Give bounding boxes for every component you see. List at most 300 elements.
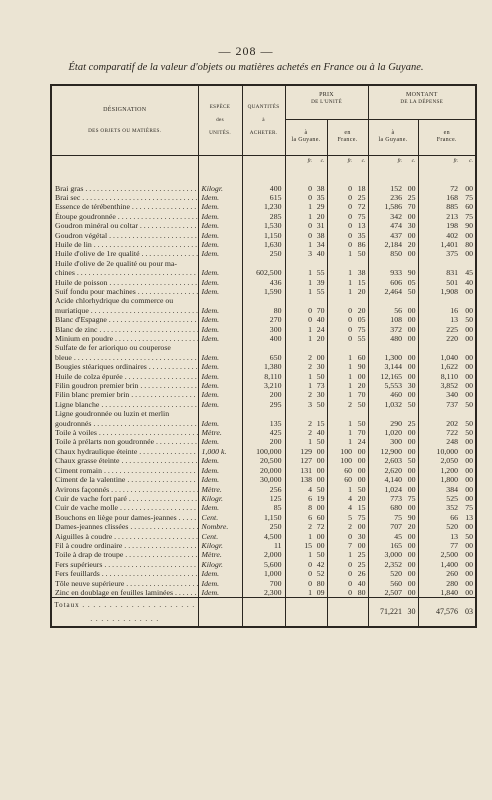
designation-text: Ligne goudronnée ou luzin et merlin [55, 409, 170, 419]
header-montant-label: MONTANT [405, 92, 438, 98]
quantity-cell [242, 259, 285, 268]
designation-text: Toile à voiles [55, 428, 97, 438]
amount-france-c: 00 [465, 540, 473, 550]
designation-text: Acide chlorhydrique du commerce ou [55, 296, 174, 306]
unit-cell [198, 259, 242, 268]
leader-dots [80, 601, 196, 623]
leader-dots [107, 278, 198, 287]
designation-text: bleue [55, 352, 72, 362]
header-espece [198, 85, 242, 155]
unit-cell: Idem. [198, 306, 242, 315]
unit-cell: Idem. [198, 249, 242, 258]
table-row [51, 353, 476, 362]
designation-text: Toile à prélarts non goudronnée [55, 437, 155, 447]
amount-france-fr: 248 [418, 437, 460, 446]
leader-dots [140, 249, 198, 258]
quantity-cell: 85 [242, 503, 285, 512]
table-row [51, 212, 476, 221]
designation-cell [51, 532, 198, 541]
amount-france-c: 00 [465, 587, 473, 597]
quantity-cell: 5,600 [242, 560, 285, 569]
designation-text: Goudron végétal [55, 230, 108, 240]
amount-guyane-fr: 108 [368, 315, 404, 324]
price-france-c: 20 [357, 305, 366, 315]
price-guyane-c: 09 [316, 587, 325, 597]
unit-cell: Idem. [198, 315, 242, 324]
price-guyane-c [314, 343, 327, 352]
price-france-c: 40 [357, 578, 366, 588]
designation-cell [51, 456, 198, 465]
price-guyane-fr: 1 [285, 325, 314, 334]
unit-cell: Idem. [198, 193, 242, 202]
amount-guyane-c: 00 [407, 540, 416, 550]
designation-text: Dames-jeannes clissées [55, 522, 129, 532]
amount-guyane-c: 70 [407, 202, 416, 212]
price-guyane-fr: 2 [285, 419, 314, 428]
header-prix-guyane-label: la Guyane. [291, 137, 321, 143]
amount-france-c [460, 343, 476, 352]
price-france-c: 00 [357, 522, 366, 532]
amount-france-c: 00 [465, 569, 473, 579]
designation-cell [51, 184, 198, 193]
quantity-cell: 8,110 [242, 372, 285, 381]
unit-cell: Mètre. [198, 485, 242, 494]
price-france-c: 90 [357, 362, 366, 372]
amount-guyane-fr: 12,165 [368, 372, 404, 381]
amount-france-c [460, 409, 476, 418]
designation-cell [51, 513, 198, 522]
header-quantites-line2: à [262, 117, 265, 124]
price-guyane-fr: 1 [285, 240, 314, 249]
price-guyane-c: 29 [316, 202, 325, 212]
price-guyane-fr: 6 [285, 494, 314, 503]
header-espece-line1: ESPÈCE [209, 103, 231, 110]
designation-text: Tôle neuve supérieure [55, 578, 125, 588]
amount-france-fr: 831 [418, 268, 460, 277]
price-france-fr: 0 [327, 579, 354, 588]
amount-france-fr: 1,622 [418, 362, 460, 371]
amount-guyane-fr: 300 [368, 437, 404, 446]
designation-cell [51, 372, 198, 381]
designation-cell [51, 240, 198, 249]
price-guyane-fr [285, 409, 314, 418]
designation-cell [51, 287, 198, 296]
amount-guyane-c: 90 [407, 268, 416, 278]
quantity-cell: 1,000 [242, 569, 285, 578]
amount-france-fr: 13 [418, 532, 460, 541]
unit-cell: Idem. [198, 287, 242, 296]
price-guyane-fr: 2 [285, 522, 314, 531]
price-france-fr: 1 [327, 287, 354, 296]
spacer-cell [354, 166, 368, 184]
header-montant [368, 85, 476, 119]
designation-cell [51, 325, 198, 334]
price-france-fr: 2 [327, 522, 354, 531]
amount-france-fr: 220 [418, 334, 460, 343]
amount-guyane-fr: 474 [368, 221, 404, 230]
amount-guyane-fr: 1,020 [368, 428, 404, 437]
unit-c: c. [320, 157, 325, 164]
leader-dots [99, 400, 198, 409]
designation-text: Suif fondu pour machines [55, 286, 136, 296]
price-guyane-c: 60 [316, 512, 325, 522]
price-guyane-c: 50 [316, 550, 325, 560]
leader-dots [100, 569, 198, 578]
unit-cell: Idem. [198, 466, 242, 475]
totals-blank [242, 598, 285, 628]
amount-guyane-c: 00 [407, 324, 416, 334]
amount-france-fr: 1,200 [418, 466, 460, 475]
price-france-fr: 100 [327, 456, 354, 465]
designation-text: Huile de colza épurée [55, 371, 123, 381]
spacer-cell [404, 166, 418, 184]
unit-cell: Kilogr. [198, 541, 242, 550]
price-france-fr [327, 409, 354, 418]
quantity-cell: 285 [242, 212, 285, 221]
price-france-fr: 60 [327, 466, 354, 475]
price-france-c: 00 [357, 475, 366, 485]
price-france-fr: 0 [327, 325, 354, 334]
price-france-c: 00 [357, 540, 366, 550]
price-guyane-fr: 1 [285, 212, 314, 221]
quantity-cell: 650 [242, 353, 285, 362]
price-france-fr: 0 [327, 240, 354, 249]
price-france-fr: 1 [327, 278, 354, 287]
amount-guyane-fr: 165 [368, 541, 404, 550]
amount-france-c: 00 [465, 484, 473, 494]
price-guyane-c: 42 [316, 559, 325, 569]
price-france-fr: 5 [327, 513, 354, 522]
price-guyane-c: 31 [316, 221, 325, 231]
comparison-table-wrapper [50, 84, 475, 628]
price-guyane-c: 00 [316, 352, 325, 362]
header-montant-guyane [368, 119, 418, 155]
spacer-row [51, 166, 476, 184]
leader-dots [147, 362, 198, 371]
designation-cell [51, 541, 198, 550]
designation-text: Cuir de vache fort paré [55, 493, 127, 503]
amount-france-fr: 722 [418, 428, 460, 437]
amount-france-c: 00 [465, 465, 473, 475]
amount-guyane-fr: 1,586 [368, 202, 404, 211]
quantity-cell [242, 296, 285, 305]
price-france-fr: 0 [327, 193, 354, 202]
amount-france-c: 45 [465, 268, 473, 278]
price-guyane-fr [285, 343, 314, 352]
header-prix-guyane-a: à [304, 129, 308, 136]
amount-guyane-fr: 437 [368, 231, 404, 240]
amount-france-c: 50 [465, 418, 473, 428]
amount-guyane-fr: 680 [368, 503, 404, 512]
leader-dots [75, 268, 198, 277]
table-row [51, 249, 476, 258]
spacer-cell [242, 166, 285, 184]
price-france-c: 72 [357, 202, 366, 212]
table-row [51, 221, 476, 230]
amount-guyane-c: 00 [407, 334, 416, 343]
price-france-c: 15 [357, 503, 366, 513]
designation-cell [51, 588, 198, 598]
leader-dots [107, 315, 198, 324]
spacer-cell [327, 166, 354, 184]
amount-guyane-fr: 5,553 [368, 381, 404, 390]
quantity-cell: 1,530 [242, 221, 285, 230]
leader-dots [136, 287, 198, 296]
designation-text: Chaux grasse éteinte [55, 456, 120, 466]
price-guyane-c: 24 [316, 324, 325, 334]
amount-france-c: 00 [465, 493, 473, 503]
leader-dots [173, 588, 198, 597]
amount-guyane-fr: 460 [368, 390, 404, 399]
price-guyane-fr: 2 [285, 428, 314, 437]
designation-cell [51, 362, 198, 371]
amount-guyane-c [404, 343, 418, 352]
page-number: — 208 — [218, 44, 274, 58]
price-france-c: 24 [357, 437, 366, 447]
price-france-fr: 100 [327, 447, 354, 456]
leader-dots [112, 532, 198, 541]
designation-cell [51, 522, 198, 531]
designation-cell [51, 249, 198, 258]
table-body [51, 155, 476, 598]
price-guyane-c: 20 [316, 334, 325, 343]
price-guyane-c: 00 [316, 531, 325, 541]
amount-guyane-fr [368, 259, 404, 268]
designation-cell [51, 202, 198, 211]
amount-guyane-c: 00 [407, 587, 416, 597]
unit-cell: 1,000 k. [198, 447, 242, 456]
designation-text: goudronnés [55, 418, 92, 428]
amount-france-fr: 213 [418, 212, 460, 221]
designation-text: Cuir de vache molle [55, 503, 119, 513]
unit-cell: Idem. [198, 221, 242, 230]
amount-guyane-fr: 372 [368, 325, 404, 334]
spacer-cell [460, 166, 476, 184]
header-montant-sub: DE LA DÉPENSE [400, 99, 444, 106]
price-france-fr: 0 [327, 532, 354, 541]
designation-text: Fil à coudre ordinaire [55, 540, 123, 550]
price-france-c: 70 [357, 428, 366, 438]
table-row [51, 550, 476, 559]
amount-guyane-c: 00 [407, 230, 416, 240]
amount-france-c: 00 [465, 381, 473, 391]
price-guyane-c: 70 [316, 305, 325, 315]
amount-guyane-c: 20 [407, 522, 416, 532]
price-france-c: 55 [357, 334, 366, 343]
price-france-c: 38 [357, 268, 366, 278]
unit-cell: Kilogr. [198, 184, 242, 193]
amount-guyane-c: 00 [407, 446, 416, 456]
amount-guyane-c: 00 [407, 183, 416, 193]
amount-guyane-c [404, 409, 418, 418]
amount-france-fr: 1,040 [418, 353, 460, 362]
amount-france-c: 00 [465, 286, 473, 296]
amount-france-c: 00 [465, 390, 473, 400]
price-france-c: 00 [357, 446, 366, 456]
totals-blank [285, 598, 314, 628]
leader-dots [89, 306, 198, 315]
designation-cell [51, 353, 198, 362]
spacer-cell [51, 166, 198, 184]
unit-fr: fr. [368, 155, 404, 166]
price-france-fr: 1 [327, 362, 354, 371]
price-guyane-fr: 131 [285, 466, 314, 475]
leader-dots [123, 550, 198, 559]
amount-france-fr: 77 [418, 541, 460, 550]
price-france-c: 00 [357, 465, 366, 475]
leader-dots [124, 579, 198, 588]
price-guyane-c: 50 [316, 484, 325, 494]
quantity-cell: 1,150 [242, 513, 285, 522]
quantity-cell: 300 [242, 325, 285, 334]
price-guyane-c: 00 [316, 446, 325, 456]
price-france-fr [327, 296, 354, 305]
designation-text: Minium en poudre [55, 334, 114, 343]
amount-guyane-fr: 3,000 [368, 550, 404, 559]
price-france-fr: 1 [327, 390, 354, 399]
designation-text: Étoupe goudronnée [55, 211, 116, 221]
unit-cell: Idem. [198, 278, 242, 287]
price-france-fr: 0 [327, 569, 354, 578]
price-france-fr: 0 [327, 231, 354, 240]
leader-dots [102, 560, 198, 569]
price-guyane-fr: 0 [285, 560, 314, 569]
price-guyane-fr: 3 [285, 249, 314, 258]
unit-cell: Idem. [198, 231, 242, 240]
designation-text: Ciment romain [55, 465, 102, 475]
price-france-fr: 1 [327, 428, 354, 437]
amount-france-fr: 1,401 [418, 240, 460, 249]
designation-text: Brai gras [55, 183, 84, 193]
quantity-cell: 270 [242, 315, 285, 324]
leader-dots [129, 390, 198, 399]
leader-dots [109, 485, 198, 494]
amount-france-c: 00 [465, 305, 473, 315]
amount-guyane-c: 50 [407, 456, 416, 466]
amount-france-c: 00 [465, 446, 473, 456]
leader-dots [120, 456, 198, 465]
table-row [51, 259, 476, 268]
amount-france-c: 00 [465, 475, 473, 485]
price-france-fr: 0 [327, 221, 354, 230]
amount-france-fr: 402 [418, 231, 460, 240]
amount-france-fr: 16 [418, 306, 460, 315]
designation-text: Huile de lin [55, 239, 92, 249]
price-france-c: 50 [357, 484, 366, 494]
amount-france-fr [418, 409, 460, 418]
totals-blank [314, 598, 327, 628]
unit-cell: Cent. [198, 532, 242, 541]
designation-cell [51, 296, 198, 305]
unit-cell: Mètre. [198, 550, 242, 559]
price-guyane-c: 55 [316, 286, 325, 296]
designation-text: Avirons façonnés [55, 484, 110, 494]
price-france-fr: 0 [327, 588, 354, 598]
unit-cell: Idem. [198, 437, 242, 446]
totals-blank [327, 598, 354, 628]
price-guyane-c: 30 [316, 390, 325, 400]
price-guyane-fr: 129 [285, 447, 314, 456]
amount-guyane-c: 00 [407, 371, 416, 381]
table-row [51, 475, 476, 484]
unit-fr: fr. [285, 155, 314, 166]
designation-cell [51, 428, 198, 437]
unit-cell: Kilogr. [198, 560, 242, 569]
totals-row [51, 598, 476, 628]
amount-guyane-fr [368, 343, 404, 352]
unit-cell: Idem. [198, 456, 242, 465]
price-guyane-fr: 0 [285, 579, 314, 588]
amount-france-fr: 2,050 [418, 456, 460, 465]
amount-guyane-c: 00 [407, 559, 416, 569]
designation-text: Aiguilles à coudre [55, 531, 113, 541]
amount-france-c: 00 [465, 352, 473, 362]
leader-dots [128, 522, 198, 531]
designation-cell [51, 278, 198, 287]
designation-cell [51, 390, 198, 399]
quantity-cell: 250 [242, 522, 285, 531]
amount-guyane-c: 00 [407, 503, 416, 513]
spacer-cell [198, 166, 242, 184]
price-france-c: 20 [357, 286, 366, 296]
amount-france-c: 13 [465, 512, 473, 522]
table-row [51, 231, 476, 240]
amount-guyane-c: 00 [407, 211, 416, 221]
amount-guyane-c: 00 [407, 569, 416, 579]
table-row [51, 306, 476, 315]
header-montant-france-en: en [443, 129, 450, 136]
amount-guyane-fr [368, 409, 404, 418]
amount-france-c: 00 [465, 183, 473, 193]
price-france-c: 35 [357, 230, 366, 240]
quantity-cell: 2,000 [242, 550, 285, 559]
table-row [51, 268, 476, 277]
leader-dots [177, 513, 198, 522]
units-blank [51, 155, 198, 166]
amount-france-fr: 3,852 [418, 381, 460, 390]
spacer-cell [368, 166, 404, 184]
amount-guyane-fr: 2,184 [368, 240, 404, 249]
amount-guyane-c: 00 [407, 305, 416, 315]
table-row [51, 485, 476, 494]
table-row [51, 362, 476, 371]
table-row [51, 334, 476, 343]
leader-dots [122, 541, 198, 550]
amount-guyane-c: 00 [407, 249, 416, 259]
amount-guyane-c: 75 [407, 493, 416, 503]
unit-cell: Idem. [198, 390, 242, 399]
quantity-cell [242, 409, 285, 418]
table-row [51, 447, 476, 456]
price-france-fr: 0 [327, 212, 354, 221]
designation-text: Sulfate de fer arioriquo ou couperose [55, 343, 171, 353]
amount-guyane-fr: 56 [368, 306, 404, 315]
header-designation-sub: DES OBJETS OU MATIÈRES. [88, 127, 162, 134]
table-row [51, 325, 476, 334]
amount-france-fr: 72 [418, 184, 460, 193]
table-row [51, 522, 476, 531]
leader-dots [154, 437, 198, 446]
amount-guyane-c [404, 296, 418, 305]
price-france-fr: 1 [327, 381, 354, 390]
price-guyane-fr: 0 [285, 569, 314, 578]
leader-dots [83, 184, 198, 193]
price-france-fr: 1 [327, 372, 354, 381]
unit-cell: Cent. [198, 513, 242, 522]
amount-guyane-c: 00 [407, 362, 416, 372]
designation-cell [51, 268, 198, 277]
quantity-cell: 125 [242, 494, 285, 503]
